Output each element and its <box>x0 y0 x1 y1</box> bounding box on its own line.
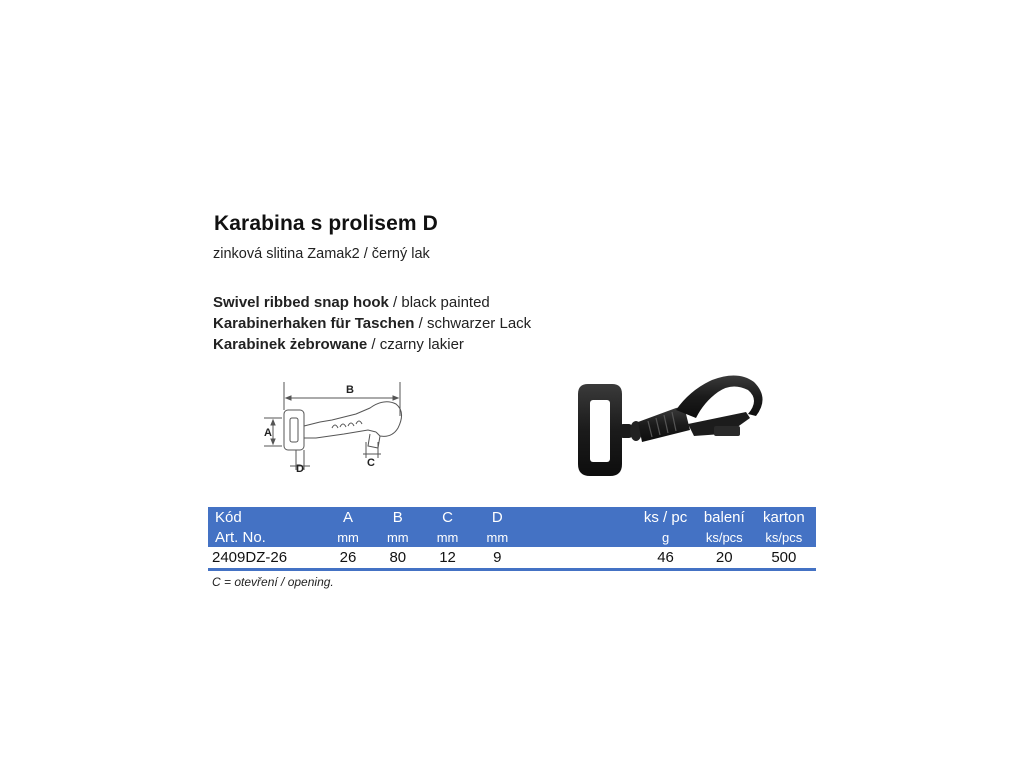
th-karton-unit: ks/pcs <box>752 527 816 547</box>
finish-de: / schwarzer Lack <box>414 315 532 332</box>
td-baleni: 20 <box>697 547 752 570</box>
th-d: D <box>472 507 522 527</box>
product-names <box>213 292 531 355</box>
th-kod: Kód <box>208 507 323 527</box>
th-b: B <box>373 507 423 527</box>
name-line-en <box>213 292 531 313</box>
th-ks: ks / pc <box>634 507 696 527</box>
td-gap <box>522 547 634 570</box>
th-baleni: balení <box>697 507 752 527</box>
td-b: 80 <box>373 547 423 570</box>
name-en: Swivel ribbed snap hook <box>213 294 389 311</box>
dim-label-b: B <box>346 384 354 396</box>
th-b-unit: mm <box>373 527 423 547</box>
th-baleni-unit: ks/pcs <box>697 527 752 547</box>
dim-label-d: D <box>296 463 304 475</box>
footnote: C = otevření / opening. <box>212 575 334 589</box>
table-unit-row <box>208 527 816 547</box>
product-photo <box>572 372 784 482</box>
name-line-pl <box>213 334 531 355</box>
dim-label-a: A <box>264 427 272 439</box>
finish-pl: / czarny lakier <box>367 336 464 353</box>
th-c-unit: mm <box>423 527 473 547</box>
td-karton: 500 <box>752 547 816 570</box>
table-row <box>208 547 816 570</box>
th-karton: karton <box>752 507 816 527</box>
table-header-row <box>208 507 816 527</box>
th-d-unit: mm <box>472 527 522 547</box>
td-d: 9 <box>472 547 522 570</box>
dimension-drawing <box>260 380 410 476</box>
th-ks-unit: g <box>634 527 696 547</box>
spec-table <box>208 507 816 571</box>
th-gap-unit <box>522 527 634 547</box>
th-c: C <box>423 507 473 527</box>
th-a: A <box>323 507 373 527</box>
name-pl: Karabinek żebrowane <box>213 336 368 353</box>
td-c: 12 <box>423 547 473 570</box>
name-de: Karabinerhaken für Taschen <box>213 315 415 332</box>
td-ks: 46 <box>634 547 696 570</box>
td-a: 26 <box>323 547 373 570</box>
product-title: Karabina s prolisem D <box>214 212 438 235</box>
th-gap <box>522 507 634 527</box>
product-subtitle: zinková slitina Zamak2 / černý lak <box>213 246 430 262</box>
name-line-de <box>213 313 531 334</box>
th-a-unit: mm <box>323 527 373 547</box>
finish-en: / black painted <box>388 294 490 311</box>
td-kod: 2409DZ-26 <box>208 547 323 570</box>
th-artno: Art. No. <box>208 527 323 547</box>
dim-label-c: C <box>367 457 375 469</box>
